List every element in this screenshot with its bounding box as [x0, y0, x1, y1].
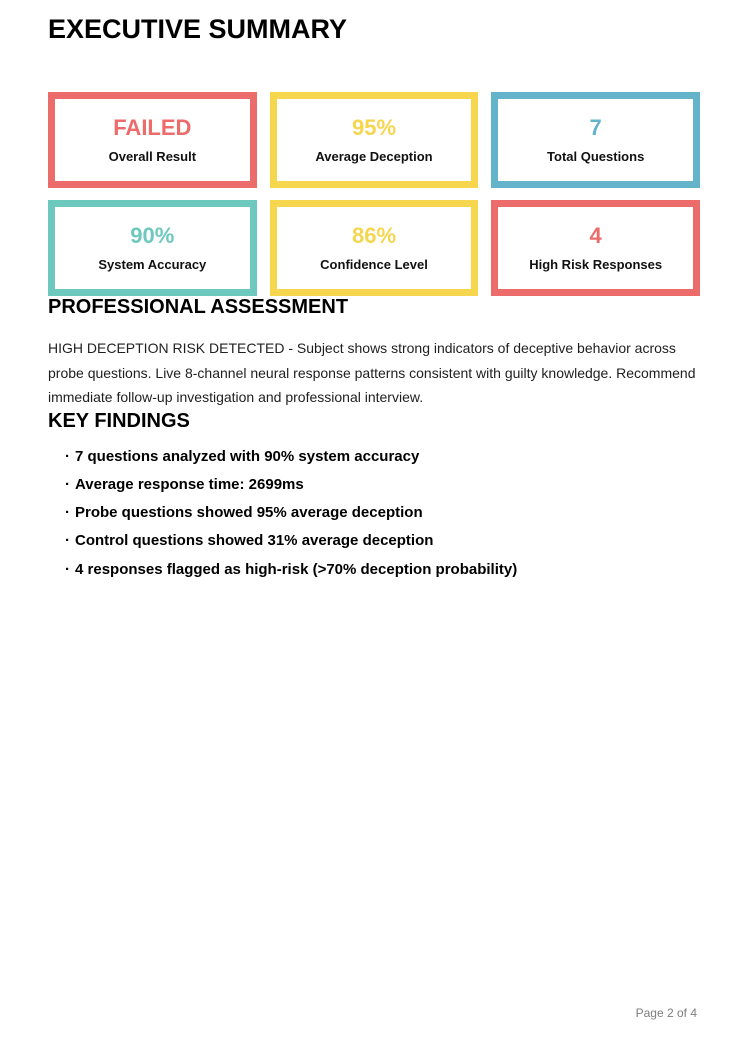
page-title: EXECUTIVE SUMMARY: [48, 14, 348, 44]
professional-assessment-section: [48, 296, 700, 410]
stat-value: 4: [589, 222, 602, 248]
key-finding-item: · Control questions showed 31% average deception: [48, 527, 700, 555]
stat-value: 95%: [351, 114, 397, 140]
key-finding-item: · Probe questions showed 95% average deception: [48, 499, 700, 527]
key-findings-list: [48, 443, 700, 584]
stat-value: 86%: [351, 222, 397, 248]
professional-assessment-heading: PROFESSIONAL ASSESSMENT: [48, 296, 349, 318]
key-finding-item: · Average response time: 2699ms: [48, 471, 700, 499]
stat-label: System Accuracy: [98, 257, 207, 273]
stat-label: High Risk Responses: [529, 257, 663, 273]
stat-card-overall-result: [48, 92, 257, 188]
stat-card-system-accuracy: [48, 200, 257, 296]
key-finding-item: · 7 questions analyzed with 90% system accuracy: [48, 443, 700, 471]
stat-label: Overall Result: [108, 149, 197, 165]
stat-label: Total Questions: [547, 149, 645, 165]
key-findings-heading: KEY FINDINGS: [48, 409, 190, 432]
stat-value: 7: [589, 114, 602, 140]
key-finding-item: · 4 responses flagged as high-risk (>70% deception probability): [48, 556, 700, 584]
stat-label: Average Deception: [315, 149, 433, 165]
key-findings-section: [48, 410, 700, 584]
stat-card-total-questions: [491, 92, 700, 188]
stat-card-high-risk-responses: [491, 200, 700, 296]
stat-card-confidence-level: [270, 200, 479, 296]
page-number: Page 2 of 4: [635, 1006, 697, 1020]
stat-cards-grid: [48, 92, 700, 296]
stat-value: FAILED: [113, 114, 192, 140]
stat-card-average-deception: [270, 92, 479, 188]
stat-label: Confidence Level: [320, 257, 428, 273]
professional-assessment-body: HIGH DECEPTION RISK DETECTED - Subject shows strong indicators of deceptive behavior across probe questions. Live 8-channel neural response patterns consistent with guilty knowledge. Recommend immediate follow-up investigation and professional interview.: [48, 340, 696, 405]
stat-value: 90%: [130, 222, 175, 248]
